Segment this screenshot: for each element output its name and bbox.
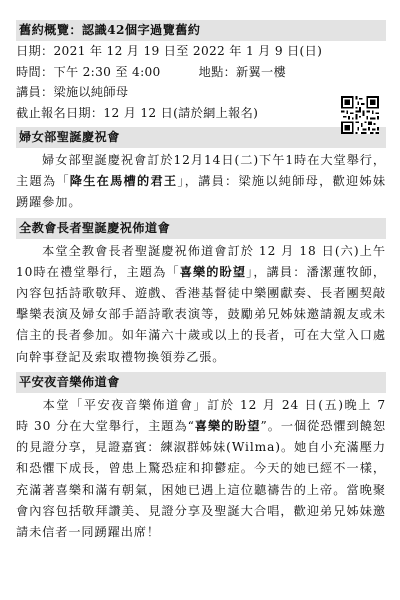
elders-paragraph: 本堂全教會長者聖誕慶祝佈道會訂於 12 月 18 日(六)上午10時在禮堂舉行，主題為「喜樂的盼望」，講員：潘潔蓮牧師，內容包括詩歌敬拜、遊戲、香港基督徒中樂團獻奏、長者團契敲擊樂表演及婦女部手語詩歌表演等，鼓勵弟兄姊妹邀請親友或未信主的長者參加。如年滿六十歲或以上的長者，可在大堂入口處向幹事登記及索取禮物換領券乙張。 bbox=[16, 243, 387, 364]
women-header: 婦女部聖誕慶祝會 bbox=[16, 127, 386, 148]
overview-location: 地點：新翼一樓 bbox=[198, 64, 287, 79]
concert-header: 平安夜音樂佈道會 bbox=[16, 372, 386, 393]
overview-header: 舊約概覽：認識42個字過覽舊約 bbox=[16, 20, 386, 41]
concert-theme: 喜樂的盼望 bbox=[194, 419, 261, 434]
overview-time: 時間：下午 2:30 至 4:00 bbox=[16, 64, 161, 79]
concert-paragraph: 本堂「平安夜音樂佈道會」訂於 12 月 24 日(五)晚上 7 時 30 分在大堂舉行，主題為“喜樂的盼望”。一個從恐懼到饒恕的見證分享，見證嘉賓：練淑群姊妹(Wilma)。她自小充滿壓力和恐懼下成長，曾患上驚恐症和抑鬱症。今天的她已經不一樣，充滿著喜樂和滿有朝氣，困她已遇上這位聽禱告的上帝。當晚聚會內容包括敬拜讚美、見證分享及聖誕大合唱，歡迎弟兄姊妹邀請未信者一同踴躍出席！ bbox=[16, 397, 387, 540]
overview-speaker: 講員：梁施以純師母 bbox=[16, 85, 129, 99]
women-paragraph: 婦女部聖誕慶祝會訂於12月14日(二)下午1時在大堂舉行，主題為「降生在馬槽的君王」，講員：梁施以純師母，歡迎姊妹踴躍參加。 bbox=[16, 153, 386, 210]
overview-deadline: 截止報名日期：12 月 12 日(請於網上報名) bbox=[16, 105, 259, 120]
women-theme: 降生在馬槽的君王 bbox=[69, 174, 178, 189]
overview-date: 日期：2021 年 12 月 19 日至 2022 年 1 月 9 日(日) bbox=[16, 44, 323, 58]
elders-theme: 喜樂的盼望 bbox=[179, 264, 247, 279]
overview-time-row bbox=[16, 62, 400, 83]
qr-code-icon[interactable] bbox=[341, 96, 379, 134]
elders-header: 全教會長者聖誕慶祝佈道會 bbox=[16, 218, 386, 239]
